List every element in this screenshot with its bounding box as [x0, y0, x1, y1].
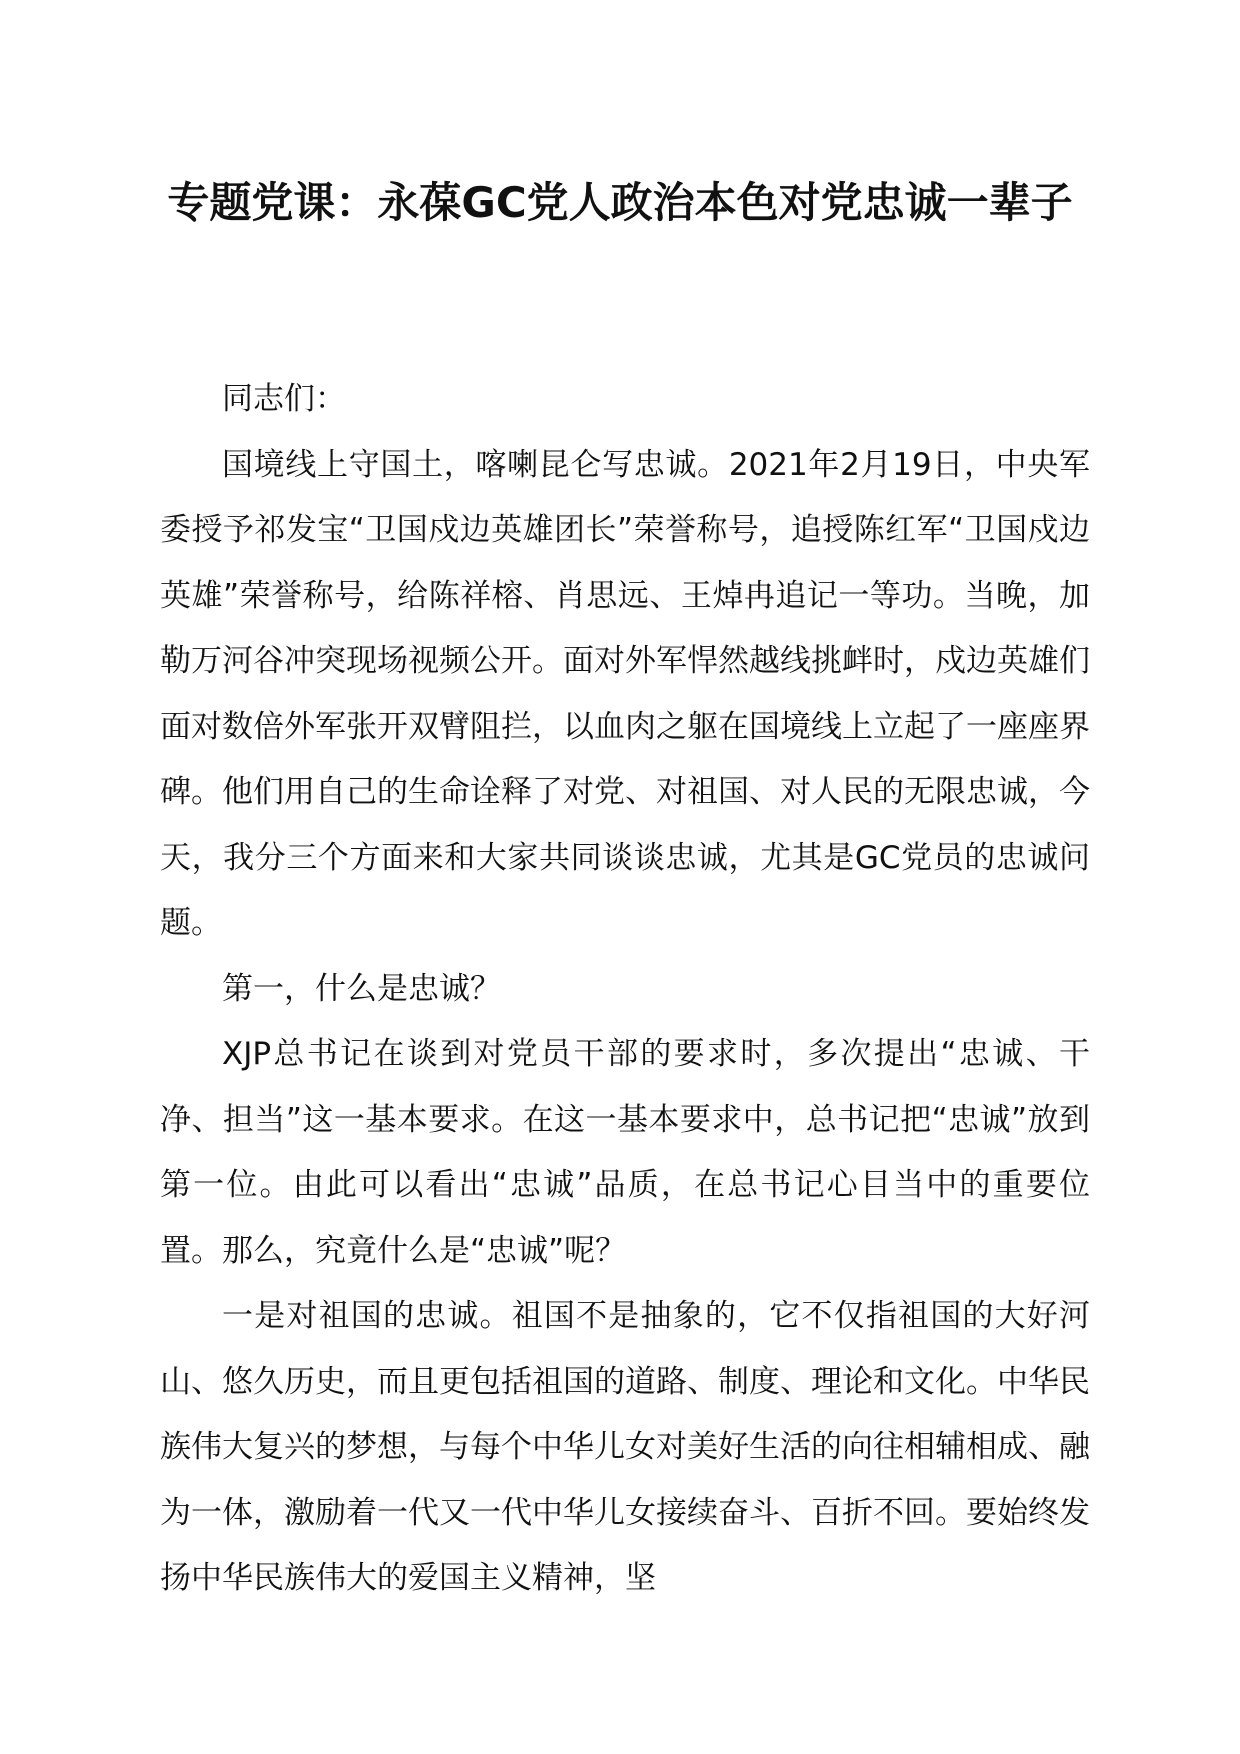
body-paragraph: XJP总书记在谈到对党员干部的要求时，多次提出“忠诚、干净、担当”这一基本要求。在这一基本要求中，总书记把“忠诚”放到第一位。由此可以看出“忠诚”品质，在总书记心目当中的重要位置。那么，究竟什么是“忠诚”呢？ — [160, 1036, 1090, 1269]
document-body — [160, 367, 1090, 1612]
salutation-paragraph: 同志们： — [222, 381, 346, 417]
body-paragraph: 一是对祖国的忠诚。祖国不是抽象的，它不仅指祖国的大好河山、悠久历史，而且更包括祖国的道路、制度、理论和文化。中华民族伟大复兴的梦想，与每个中华儿女对美好生活的向往相辅相成、融为一体，激励着一代又一代中华儿女接续奋斗、百折不回。要始终发扬中华民族伟大的爱国主义精神，坚 — [160, 1298, 1090, 1596]
intro-paragraph: 国境线上守国土，喀喇昆仑写忠诚。2021年2月19日，中央军委授予祁发宝“卫国戍边英雄团长”荣誉称号，追授陈红军“卫国戍边英雄”荣誉称号，给陈祥榕、肖思远、王焯冉追记一等功。当晚，加勒万河谷冲突现场视频公开。面对外军悍然越线挑衅时，戍边英雄们面对数倍外军张开双臂阻拦，以血肉之躯在国境线上立起了一座座界碑。他们用自己的生命诠释了对党、对祖国、对人民的无限忠诚，今天，我分三个方面来和大家共同谈谈忠诚，尤其是GC党员的忠诚问题。 — [160, 446, 1090, 941]
section-heading-paragraph: 第一，什么是忠诚？ — [222, 970, 501, 1007]
document-title: 专题党课：永葆GC党人政治本色对党忠诚一辈子 — [167, 178, 1073, 227]
